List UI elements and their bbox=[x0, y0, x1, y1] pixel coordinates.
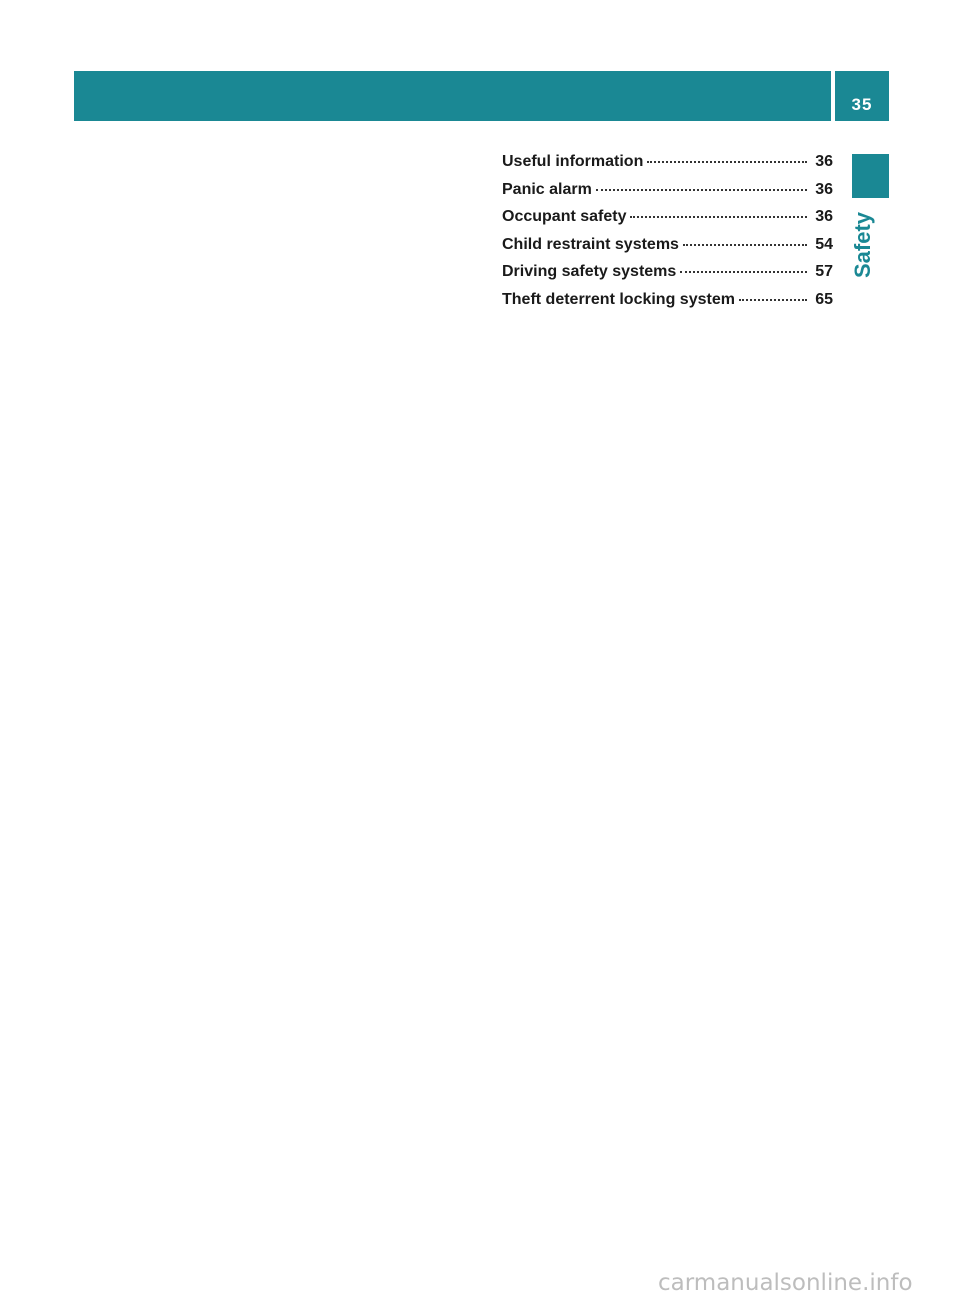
watermark: carmanualsonline.info bbox=[658, 1270, 913, 1296]
toc-item-page: 54 bbox=[815, 235, 833, 253]
section-tab bbox=[852, 154, 889, 198]
toc-leader-dots bbox=[683, 244, 807, 246]
section-label bbox=[845, 205, 881, 285]
toc-item-page: 36 bbox=[815, 153, 833, 170]
toc-item-title: Child restraint systems bbox=[502, 235, 679, 253]
toc-leader-dots bbox=[630, 216, 807, 218]
section-label-text: Safety bbox=[850, 211, 876, 279]
toc-item-title: Useful information bbox=[502, 153, 644, 170]
toc-item[interactable] bbox=[502, 208, 833, 236]
toc-item-title: Theft deterrent locking system bbox=[502, 290, 735, 308]
page-number: 35 bbox=[835, 71, 889, 121]
toc-item[interactable] bbox=[502, 153, 833, 181]
toc-item[interactable] bbox=[502, 291, 833, 319]
toc-leader-dots bbox=[739, 299, 807, 301]
toc-item-page: 36 bbox=[815, 180, 833, 198]
toc-item-title: Occupant safety bbox=[502, 208, 627, 226]
toc-item[interactable] bbox=[502, 263, 833, 291]
toc-item-page: 65 bbox=[815, 290, 833, 308]
toc-item-page: 57 bbox=[815, 263, 833, 281]
toc-item[interactable] bbox=[502, 236, 833, 264]
toc-item-page: 36 bbox=[815, 208, 833, 226]
toc-item-title: Panic alarm bbox=[502, 180, 592, 198]
toc-leader-dots bbox=[680, 271, 807, 273]
toc-item[interactable] bbox=[502, 181, 833, 209]
toc-leader-dots bbox=[596, 189, 807, 191]
header-bar bbox=[74, 71, 831, 121]
table-of-contents bbox=[502, 153, 833, 319]
toc-item-title: Driving safety systems bbox=[502, 263, 677, 281]
toc-leader-dots bbox=[647, 161, 807, 163]
